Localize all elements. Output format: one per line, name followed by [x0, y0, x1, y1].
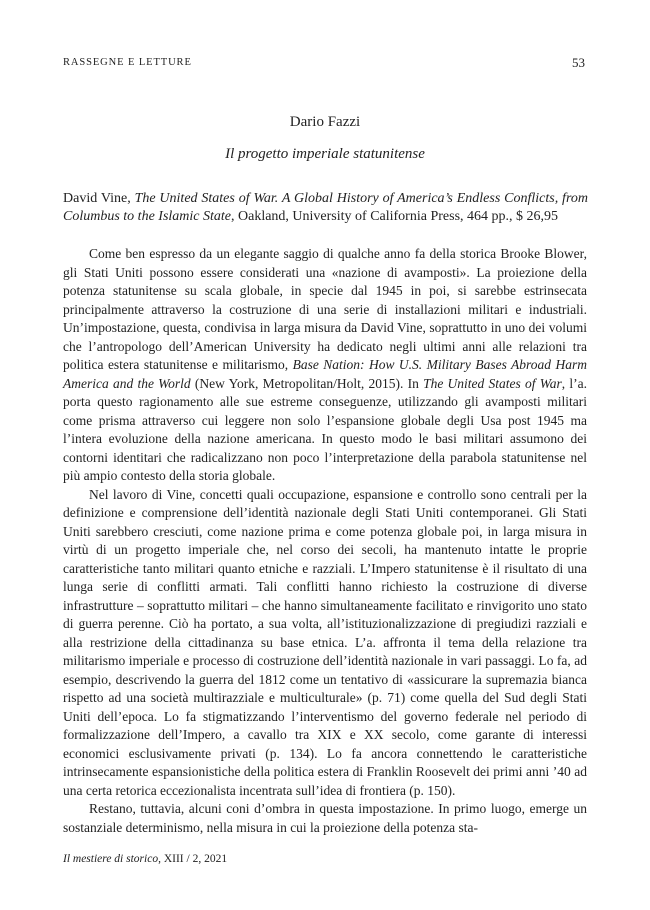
article-author: Dario Fazzi: [289, 114, 361, 130]
book-publication: , Oakland, University of California Press, 464 pp., $ 26,95: [231, 209, 559, 224]
italic-title: The United States of War: [423, 375, 562, 391]
page-number: 53: [572, 55, 585, 70]
running-head: RASSEGNE E LETTURE: [63, 57, 192, 68]
paragraph-1: Come ben espresso da un elegante saggio di qualche anno fa della storica Brooke Blower, gli Stati Uniti possono essere considerati una «nazione di avamposti». La proiezione della potenza statunitense su scala globale, in specie dal 1945 in poi, si sarebbe estrinsecata principalmente attraverso la costruzione di una serie di installazioni militari e industriali. Un’impostazione, questa, condivisa in larga misura da David Vine, soprattutto in uno dei volumi che l’antropologo dell’American University ha dedicato negli ultimi anni alle relazioni tra politica estera statunitense e militarismo, Base Nation: How U.S. Military Bases Abroad Harm America and the World (New York, Metropolitan/Holt, 2015). In The United States of War, l’a. porta questo ragionamento alle sue estreme conseguenze, utilizzando gli avamposti militari come prisma attraverso cui leggere non solo l’espansione globale degli Usa post 1945 ma l’intera evoluzione della nazione americana. In questo modo le basi militari assumono dei contorni identitari che radicalizzano non poco l’interpretazione della parabola statunitense nel più ampio contesto della storia globale.: [63, 246, 587, 483]
paragraph-3: Restano, tuttavia, alcuni coni d’ombra in questa impostazione. In primo luogo, emerge un sostanziale determinismo, nella misura in cui la proiezione della potenza sta-: [63, 801, 587, 835]
book-author: David Vine,: [63, 191, 135, 206]
paragraph-2: Nel lavoro di Vine, concetti quali occupazione, espansione e controllo sono centrali per la definizione e comprensione dell’identità nazionale degli Stati Uniti contemporanei. Gli Stati Uniti sarebbero cresciuti, come nazione prima e come potenza globale poi, in larga misura in virtù di un progetto imperiale che, nel corso dei secoli, ha mantenuto intatte le proprie caratteristiche tanto militari quanto etniche e razziali. L’Impero statunitense è il risultato di una lunga serie di conflitti armati. Tali conflitti hanno richiesto la costruzione di diverse infrastrutture – soprattutto militari – che hanno simultaneamente facilitato e rinvigorito uno stato di guerra perenne. Ciò ha portato, a sua volta, all’istituzionalizzazione di pregiudizi razziali e alla restrizione della cittadinanza su base etnica. L’a. affronta il tema della relazione tra militarismo imperiale e processo di costruzione dell’identità nazionale in vari passaggi. Lo fa, ad esempio, descrivendo la guerra del 1812 come un tentativo di «assicurare la supremazia bianca rispetto ad una società multirazziale e multiculturale» (p. 71) come quella del Sud degli Stati Uniti dell’epoca. Lo fa stigmatizzando l’interventismo del governo federale nel periodo di formalizzazione dell’Impero, a cavallo tra XIX e XX secolo, come garante di interessi economici esclusivamente privati (p. 134). Lo fa ancora connettendo le caratteristiche intrinsecamente espansionistiche della politica estera di Franklin Roosevelt dei primi anni ’40 ad una certa retorica eccezionalista incentrata sull’idea di frontiera (p. 150).: [63, 486, 587, 798]
article-title: Il progetto imperiale statunitense: [225, 146, 425, 162]
journal-name: Il mestiere di storico: [63, 853, 159, 865]
page-footer: [63, 853, 227, 865]
article-body: [63, 245, 587, 837]
book-citation: [63, 190, 588, 226]
italic-title: Base Nation: How U.S. Military Bases Abroad Harm America and the World: [63, 357, 587, 391]
book-title: The United States of War. A Global History of America’s Endless Conflicts, from Columbus to the Islamic State: [63, 191, 588, 224]
journal-issue: , XIII / 2, 2021: [158, 853, 228, 865]
